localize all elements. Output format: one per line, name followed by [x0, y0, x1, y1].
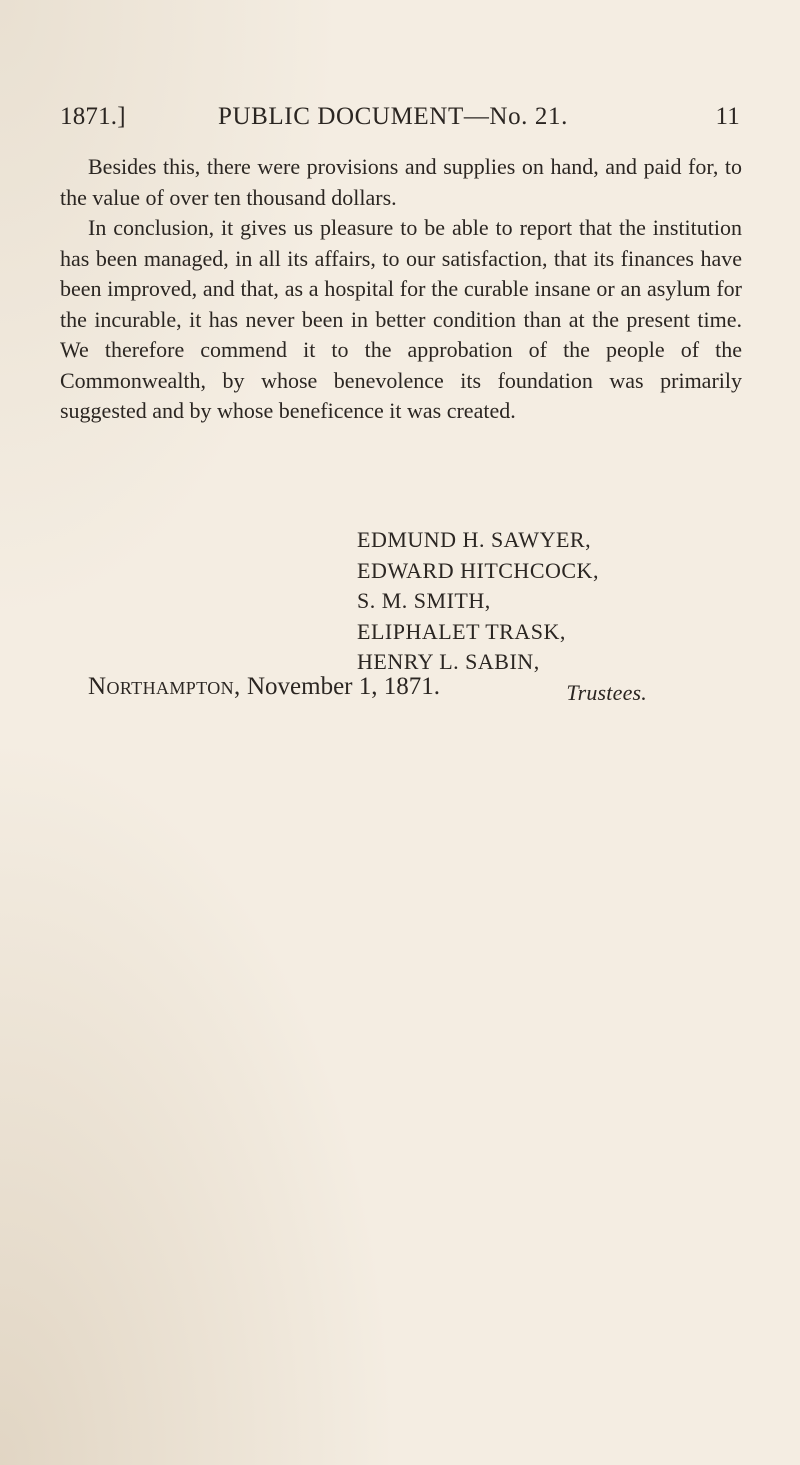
- page-number: 11: [715, 103, 740, 130]
- body-text: [60, 152, 742, 427]
- header-title: PUBLIC DOCUMENT—No. 21.: [218, 103, 568, 130]
- dateline-date: November 1, 1871.: [246, 673, 440, 700]
- header-year: 1871.]: [60, 103, 126, 130]
- dateline-place: Northampton,: [88, 673, 241, 700]
- paragraph: In conclusion, it gives us pleasure to be able to report that the institution has been managed, in all its affairs, to our satisfaction, that its finances have been improved, and that, as a hospital for the curable insane or an asylum for the incurable, it has never been in better condition than at the present time. We therefore commend it to the approbation of the people of the Commonwealth, by whose benevolence its foundation was primarily suggested and by whose beneficence it was created.: [60, 215, 742, 423]
- signatory-name: EDMUND H. SAWYER,: [357, 527, 592, 552]
- signatory-name: S. M. SMITH,: [357, 588, 491, 613]
- signatory-name: EDWARD HITCHCOCK,: [357, 557, 599, 583]
- running-header: [60, 103, 740, 143]
- signatory-role: Trustees.: [566, 679, 647, 705]
- signatory-name: HENRY L. SABIN,: [357, 649, 540, 674]
- signatory-name: ELIPHALET TRASK,: [357, 618, 566, 644]
- dateline: [88, 673, 440, 701]
- paragraph: Besides this, there were provisions and supplies on hand, and paid for, to the value of over ten thousand dollars.: [60, 154, 742, 210]
